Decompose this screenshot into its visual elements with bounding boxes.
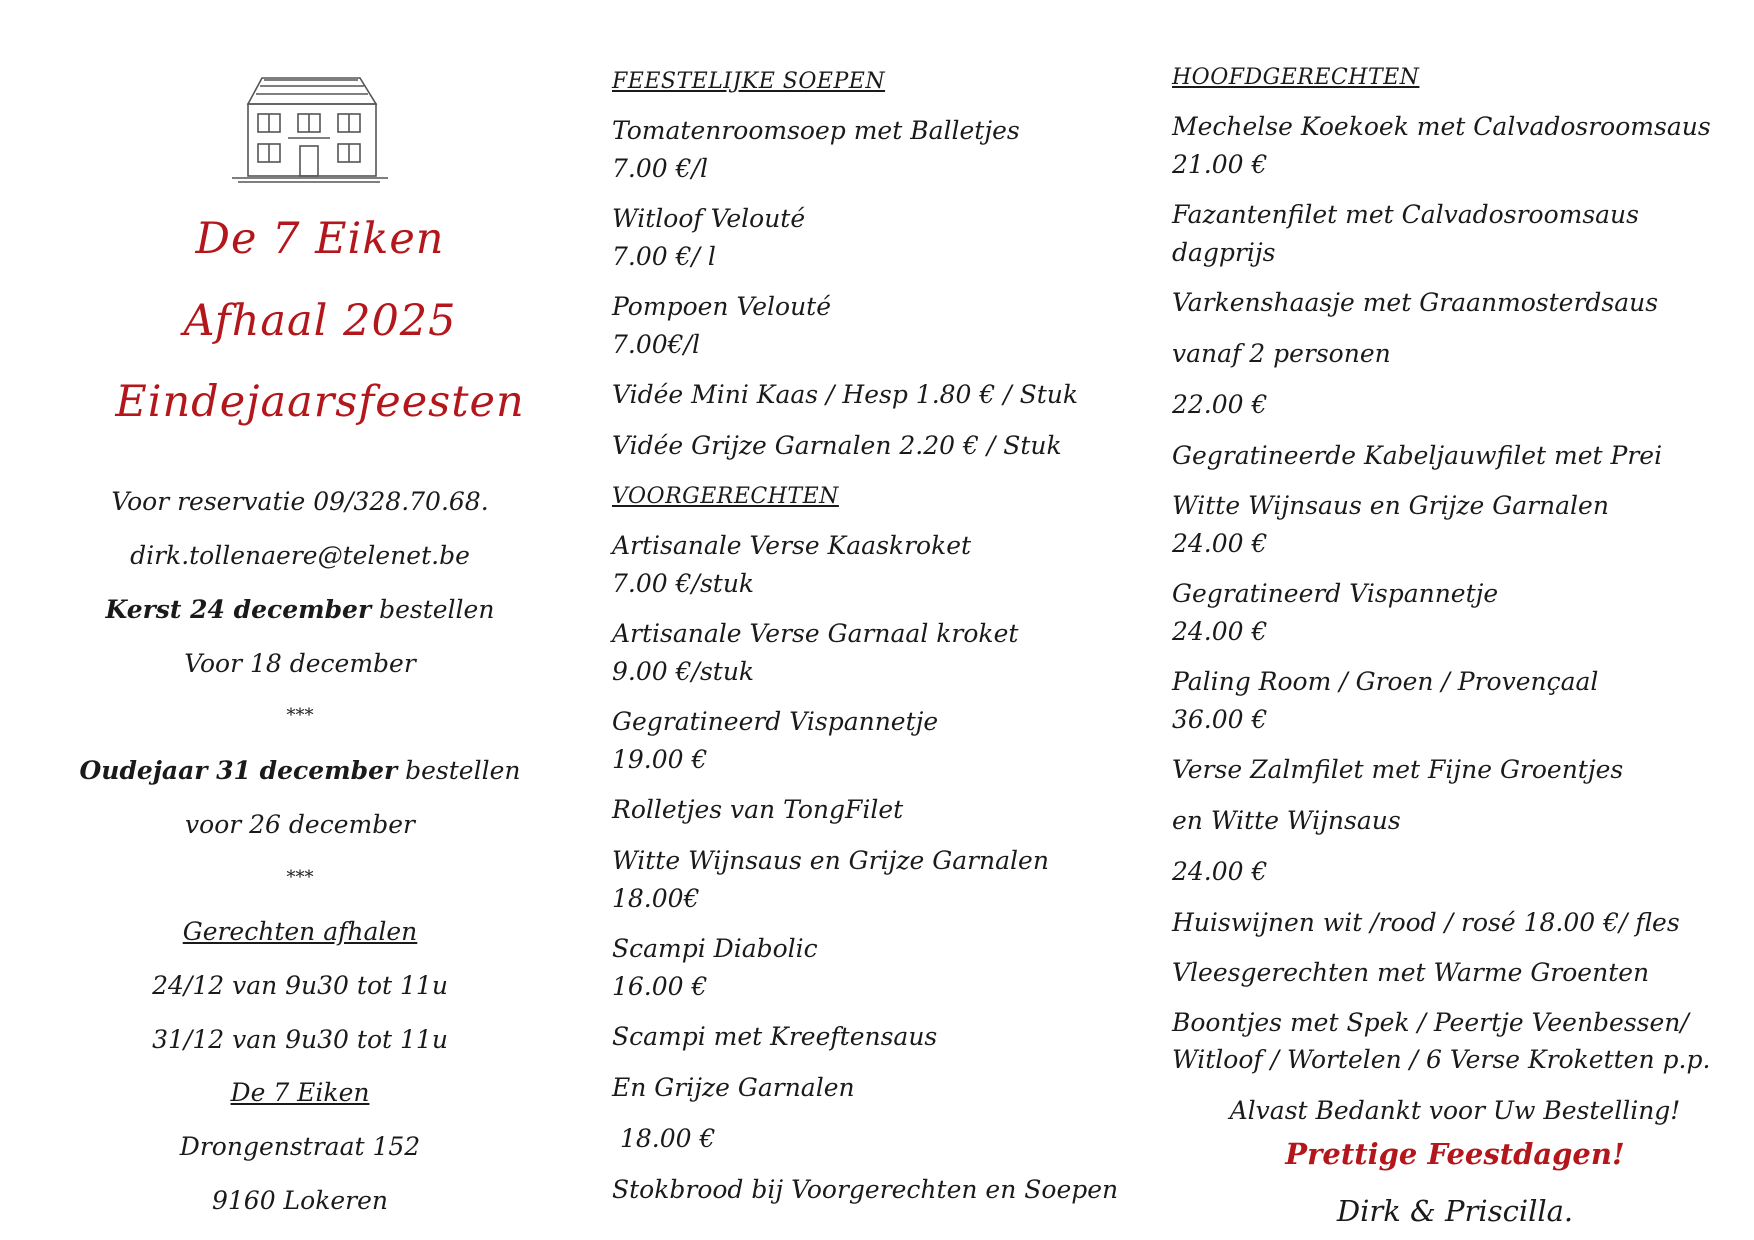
menu-line: Stokbrood bij Voorgerechten en Soepen — [612, 1175, 1119, 1204]
menu-price: 7.00 €/ l — [612, 242, 716, 271]
menu-line: Boontjes met Spek / Peertje Veenbessen/ — [1172, 1008, 1689, 1037]
email-address[interactable]: dirk.tollenaere@telenet.be — [130, 541, 470, 570]
menu-line: Scampi met Kreeftensaus — [612, 1022, 938, 1051]
menu-line: Paling Room / Groen / Provençaal — [1172, 667, 1599, 696]
menu-price: 36.00 € — [1172, 705, 1268, 734]
menu-line: Vidée Mini Kaas / Hesp 1.80 € / Stuk — [612, 380, 1079, 409]
menu-line: Vleesgerechten met Warme Groenten — [1172, 958, 1650, 987]
menu-line: Varkenshaasje met Graanmosterdsaus — [1172, 288, 1659, 317]
menu-price: 21.00 € — [1172, 150, 1268, 179]
greeting: Prettige Feestdagen! — [1285, 1137, 1625, 1171]
menu-line: Witte Wijnsaus en Grijze Garnalen — [612, 846, 1049, 875]
mains-header: HOOFDGERECHTEN — [1172, 65, 1420, 90]
pickup-time-2: 31/12 van 9u30 tot 11u — [152, 1025, 448, 1054]
menu-price: 18.00€ — [612, 884, 700, 913]
menu-price: 18.00 € — [612, 1124, 716, 1153]
menu-line: Witloof / Wortelen / 6 Verse Kroketten p.p. — [1172, 1045, 1711, 1074]
title-restaurant-name: De 7 Eiken — [195, 214, 445, 264]
menu-price: 24.00 € — [1172, 857, 1268, 886]
menu-price: 7.00 €/stuk — [612, 569, 755, 598]
menu-line: En Grijze Garnalen — [612, 1073, 855, 1102]
reservation-phone: Voor reservatie 09/328.70.68. — [111, 487, 489, 516]
oudejaar-date: Oudejaar 31 december — [79, 756, 398, 785]
address-city: 9160 Lokeren — [211, 1186, 388, 1215]
signature: Dirk & Priscilla. — [1336, 1194, 1574, 1228]
menu-line: Vidée Grijze Garnalen 2.20 € / Stuk — [612, 431, 1062, 460]
thanks-note: Alvast Bedankt voor Uw Bestelling! — [1229, 1096, 1681, 1125]
oudejaar-order-word: bestellen — [397, 756, 521, 785]
kerst-order-word: bestellen — [371, 595, 495, 624]
separator-2: *** — [286, 867, 314, 888]
menu-line: Tomatenroomsoep met Balletjes — [612, 116, 1020, 145]
title-takeaway: Afhaal 2025 — [183, 296, 457, 346]
menu-line: vanaf 2 personen — [1172, 339, 1391, 368]
menu-line: Rolletjes van TongFilet — [612, 795, 904, 824]
kerst-order-line — [40, 595, 560, 625]
separator-1: *** — [286, 705, 314, 726]
menu-price: 7.00€/l — [612, 330, 700, 359]
kerst-deadline: Voor 18 december — [184, 649, 416, 678]
address-street: Drongenstraat 152 — [179, 1132, 421, 1161]
menu-line: en Witte Wijnsaus — [1172, 806, 1401, 835]
menu-line: Gegratineerd Vispannetje — [612, 707, 939, 736]
restaurant-building-sketch-icon — [230, 72, 390, 187]
menu-line: Verse Zalmfilet met Fijne Groentjes — [1172, 755, 1624, 784]
menu-price: 16.00 € — [612, 972, 708, 1001]
menu-price: 7.00 €/l — [612, 154, 708, 183]
soups-header: FEESTELIJKE SOEPEN — [612, 69, 886, 94]
menu-line: Witloof Velouté — [612, 204, 806, 233]
menu-line: Pompoen Velouté — [612, 292, 832, 321]
menu-line: Mechelse Koekoek met Calvadosroomsaus — [1172, 112, 1711, 141]
title-holidays: Eindejaarsfeesten — [115, 377, 525, 427]
menu-price: 24.00 € — [1172, 617, 1268, 646]
menu-price: dagprijs — [1172, 238, 1276, 267]
address-name: De 7 Eiken — [230, 1078, 370, 1107]
menu-price: 24.00 € — [1172, 529, 1268, 558]
pickup-header: Gerechten afhalen — [182, 917, 418, 946]
menu-line: Huiswijnen wit /rood / rosé 18.00 €/ fles — [1172, 908, 1680, 937]
menu-price: 9.00 €/stuk — [612, 657, 755, 686]
menu-price: 22.00 € — [1172, 390, 1268, 419]
menu-line: Gegratineerd Vispannetje — [1172, 579, 1499, 608]
menu-line: Witte Wijnsaus en Grijze Garnalen — [1172, 491, 1609, 520]
kerst-date: Kerst 24 december — [105, 595, 372, 624]
starters-header: VOORGERECHTEN — [612, 484, 839, 509]
pickup-time-1: 24/12 van 9u30 tot 11u — [152, 971, 448, 1000]
menu-line: Scampi Diabolic — [612, 934, 818, 963]
menu-line: Gegratineerde Kabeljauwfilet met Prei — [1172, 441, 1663, 470]
oudejaar-deadline: voor 26 december — [185, 810, 415, 839]
oudejaar-order-line — [40, 756, 560, 786]
menu-line: Artisanale Verse Kaaskroket — [612, 531, 972, 560]
menu-line: Fazantenfilet met Calvadosroomsaus — [1172, 200, 1639, 229]
menu-line: Artisanale Verse Garnaal kroket — [612, 619, 1019, 648]
menu-price: 19.00 € — [612, 745, 708, 774]
